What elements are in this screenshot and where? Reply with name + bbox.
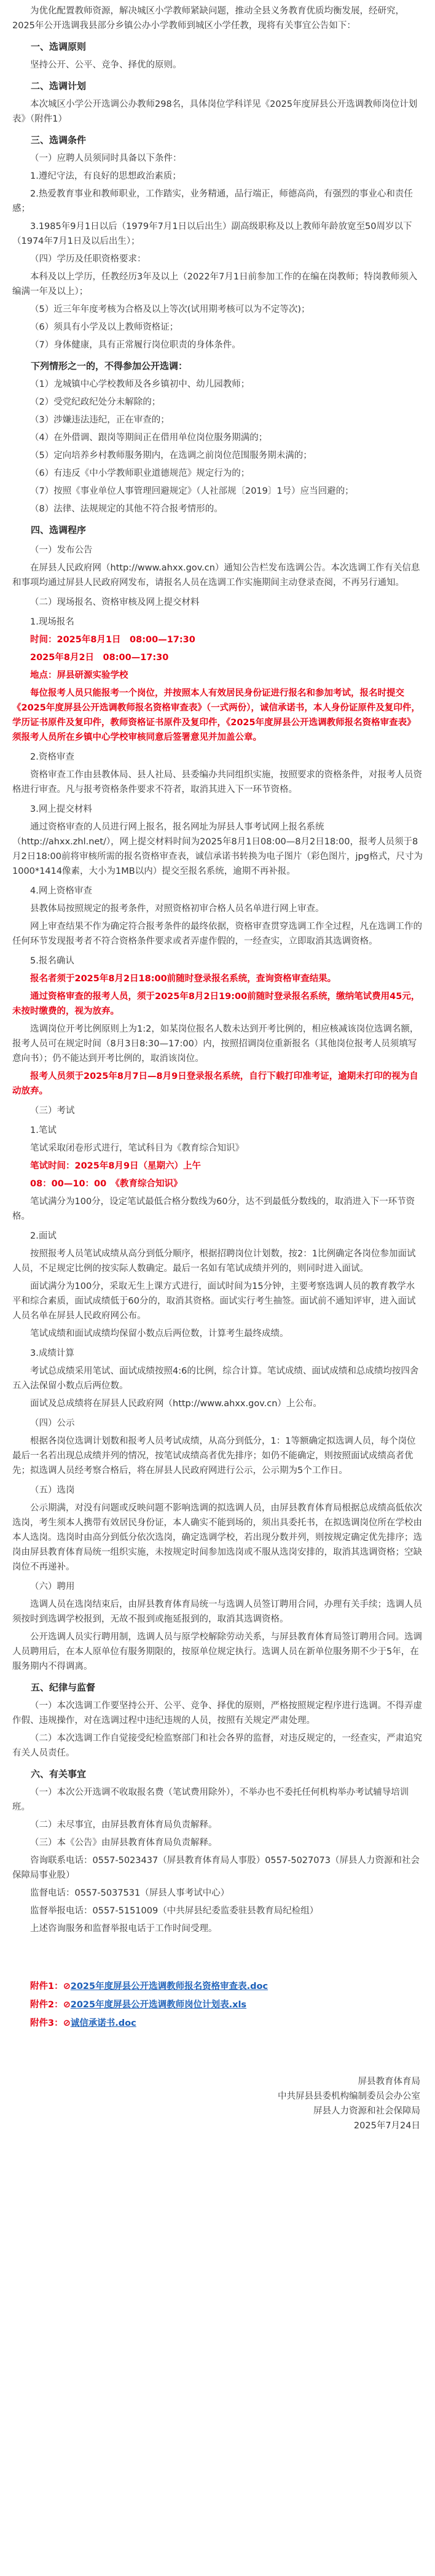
conditions-intro: （一）应聘人员须同时具备以下条件： xyxy=(30,154,182,163)
exclusion-item: （7）按照《事业单位人事管理回避规定》（人社部规〔2019〕1号）应当回避的； xyxy=(30,486,354,496)
supervision-phone: 监督电话：0557-5037531（屏县人事考试中心） xyxy=(30,1888,230,1898)
confirm-warning-1: 报名者须于2025年8月2日18:00前随时登录报名系统，查询资格审查结果。 xyxy=(30,974,337,984)
confirm-warning-2: 通过资格审查的报考人员，须于2025年8月2日19:00前随时登录报名系统，缴纳笔试费用45元，未按时缴费的，视为放弃。 xyxy=(12,992,420,1016)
publicity-text: 根据各岗位选调计划数和报考人员考试成绩，从高分到低分，1：1等额确定拟选调人员，每个岗位最后一名若出现总成绩并列的情况，按笔试成绩高者优先排序；如仍不能确定，则按照面试成绩高者优先；拟选调人员经考察合格后，将在屏县人民政府网进行公示，公示期为5个工作日。 xyxy=(12,1436,416,1476)
signature-org-committee: 中共屏县县委机构编制委员会办公室 xyxy=(278,2092,420,2101)
discipline-item: （一）本次选调工作要坚持公开、公平、竞争、择优的原则，严格按照规定程序进行选调。不得弄虚作假、违规操作，对在选调过程中违纪违规的人员，按照有关规定严肃处理。 xyxy=(12,1701,422,1726)
employment-text: 选调人员在选岗结束后，由屏县教育体育局统一与选调人员签订聘用合同，办理有关手续；选调人员须按时到选调学校报到，无故不报到或拖延报到的，取消其选调资格。 xyxy=(12,1600,422,1624)
section-heading-discipline: 五、纪律与监督 xyxy=(31,1682,96,1693)
registration-place xyxy=(12,668,423,683)
condition-item: 2.热爱教育事业和教师职业，工作踏实，业务精通，品行端正，师德高尚，有强烈的事业心和责任感； xyxy=(12,189,413,214)
written-exam-time-label: 笔试时间： xyxy=(30,1161,75,1171)
exclusion-item: （5）定向培养乡村教师服务期内，在选调之前岗位范围服务期未满的； xyxy=(30,451,312,461)
discipline-item: （二）本次选调工作自觉接受纪检监察部门和社会各界的监督，对违反规定的，一经查实，严肃追究有关人员责任。 xyxy=(12,1734,422,1758)
intro-paragraph: 为优化配置教师资源，解决城区小学教师紧缺问题，推动全县义务教育优质均衡发展，经研究，2025年公开选调我县部分乡镇公办小学教师到城区小学任教，现将有关事宜公告如下： xyxy=(12,6,404,31)
signature-date: 2025年7月24日 xyxy=(353,2121,420,2131)
condition-item: 1.遵纪守法，有良好的思想政治素质； xyxy=(30,171,181,181)
score-calc-text-2: 面试及总成绩将在屏县人民政府网（http://www.ahxx.gov.cn）上公布。 xyxy=(30,1399,322,1409)
written-exam-score-text: 笔试满分为100分，设定笔试最低合格分数线为60分，达不到最低分数线的，取消进入下一环节资格。 xyxy=(12,1197,415,1221)
registration-place-value: 屏县研源实验学校 xyxy=(57,671,128,680)
condition-item: （四）学历及任职资格要求： xyxy=(30,254,146,264)
attachment-2-link[interactable]: 2025年度屏县公开选调教师岗位计划表.xls xyxy=(70,2000,247,2010)
score-calc-text: 考试总成绩采用笔试、面试成绩按照4:6的比例，综合计算。笔试成绩、面试成绩和总成绩均按四舍五入法保留小数点后两位数。 xyxy=(12,1366,419,1391)
online-review-text: 县教体局按照规定的报考条件，对照资格初审合格人员名单进行网上审查。 xyxy=(30,904,324,914)
online-review-text-2: 网上审查结果不作为确定符合报考条件的最终依据，资格审查贯穿选调工作全过程，凡在选调工作的任何环节发现报考者不符合资格条件要求或者弄虚作假的，一经查实，立即取消其选调资格。 xyxy=(12,922,422,946)
attachment-3-link[interactable]: 诚信承诺书.doc xyxy=(70,2018,136,2028)
procedure-announce-text: 在屏县人民政府网（http://www.ahxx.gov.cn）通知公告栏发布选调公告。本次选调工作有关信息和事项均通过屏县人民政府网发布，请报名人员在选调工作实施期间主动登录查阅，不再另行通知。 xyxy=(12,563,420,588)
section-heading-matters: 六、有关事宜 xyxy=(31,1769,87,1780)
written-exam-time xyxy=(12,1159,423,1173)
attachment-3-label: 附件3： xyxy=(30,2018,63,2028)
registration-warning: 每位报考人员只能报考一个岗位，并按照本人有效居民身份证进行报名和参加考试，报名时提交《2025年度屏县公开选调教师报名资格审查表》（一式两份），诚信承诺书，本人身份证原件及复印件，学历证书原件及复印件，教师资格证书原件及复印件，《2025年度屏县公开选调教师报名资格审查表》须报考人员所在乡镇中心学校审核同意后签署意见并加盖公章。 xyxy=(12,688,420,742)
post-selection-text: 公示期满，对没有问题或反映问题不影响选调的拟选调人员，由屏县教育体育局根据总成绩高低依次选岗，考生须本人携带有效居民身份证，本人确实不能到场的，须出具委托书，在拟选调岗位所在学校由本人选岗。选岗时由高分到低分依次选岗，确定选调学校，若出现分数并列，则按规定确定优先排序；选岗由屏县教育体育局统一组织实施，未按规定时间参加选岗或不服从选岗安排的，取消其选调资格；空缺岗位不再递补。 xyxy=(12,1503,422,1572)
online-submit-title: 3.网上提交材料 xyxy=(30,804,92,814)
exclusion-item: （1）龙城镇中心学校教师及各乡镇初中、幼儿园教师； xyxy=(30,379,250,389)
onsite-registration-title: 1.现场报名 xyxy=(30,617,74,627)
matters-item: （一）本次公开选调不收取报名费（笔试费用除外），不举办也不委托任何机构举办考试辅导培训班。 xyxy=(12,1788,409,1812)
registration-time-value: 2025年8月1日 08:00—17:30 xyxy=(57,635,195,645)
interview-title: 2.面试 xyxy=(30,1231,57,1241)
paperclip-icon: ⊘ xyxy=(63,2000,71,2010)
condition-item: （7）身体健康，具有正常履行岗位职责的身体条件。 xyxy=(30,340,241,350)
confirm-ratio-text: 选调岗位开考比例原则上为1:2，如某岗位报名人数未达到开考比例的，相应核减该岗位选调名额，报考人员可在规定时间（8月3日8:30—17:00）内，按照招调岗位重新报名（其他岗位报考人员须填写意向书）；仍不能达到开考比例的，取消该岗位。 xyxy=(12,1024,419,1064)
admission-ticket-warning: 报考人员须于2025年8月7日—8月9日登录报名系统，自行下载打印准考证，逾期未打印的视为自动放弃。 xyxy=(12,1072,418,1096)
condition-item: 3.1985年9月1日以后（1979年7月1日以后出生）副高级职称及以上教师年龄放宽至50周岁以下（1974年7月1日及以后出生）； xyxy=(12,222,412,246)
exclusion-item: （2）受党纪政纪处分未解除的； xyxy=(30,397,161,407)
qualification-review-title: 2.资格审查 xyxy=(30,752,74,762)
written-exam-time-2: 08：00—10：00 《教育综合知识》 xyxy=(30,1179,182,1189)
interview-text: 按照报考人员笔试成绩从高分到低分顺序，根据招聘岗位计划数，按2：1比例确定各岗位参加面试人员，不足规定比例的按实际人数确定。最后一名如有笔试成绩并列的，则同时进入面试。 xyxy=(12,1249,416,1274)
interview-text-3: 笔试成绩和面试成绩均保留小数点后两位数，计算考生最终成绩。 xyxy=(30,1329,289,1339)
paperclip-icon: ⊘ xyxy=(63,1982,71,1991)
condition-item: （5）近三年年度考核为合格及以上等次(试用期考核可以为不定等次)； xyxy=(30,305,310,314)
principle-text: 坚持公开、公平、竞争、择优的原则。 xyxy=(30,60,182,70)
attachments-spacer xyxy=(12,1939,423,1976)
attachment-2 xyxy=(12,1997,423,2013)
condition-item: （6）须具有小学及以上教师资格证； xyxy=(30,322,179,332)
section-heading-procedure: 四、选调程序 xyxy=(31,524,87,535)
signature-block xyxy=(12,2074,423,2133)
attachment-3 xyxy=(12,2015,423,2031)
registration-confirm-title: 5.报名确认 xyxy=(30,956,74,966)
phone-hours-note: 上述咨询服务和监督举报电话于工作时间受理。 xyxy=(30,1924,218,1934)
registration-time xyxy=(12,632,423,647)
procedure-registration-title: （二）现场报名、资格审核及网上提交材料 xyxy=(30,597,200,607)
section-heading-principle: 一、选调原则 xyxy=(31,41,87,52)
interview-text-2: 面试满分为100分，采取无生上课方式进行，面试时间为15分钟，主要考察选调人员的教育教学水平和综合素质，面试成绩低于60分的，取消其资格。面试实行考生抽签。面试前不通知评审，进入面试人员名单在屏县人民政府网公布。 xyxy=(12,1282,416,1321)
plan-text: 本次城区小学公开选调公办教师298名，具体岗位学科详见《2025年度屏县公开选调教师岗位计划表》（附件1） xyxy=(12,99,418,124)
signature-org-education: 屏县教育体育局 xyxy=(358,2077,420,2087)
online-submit-text: 通过资格审查的人员进行网上报名，报名网址为屏县人事考试网上报名系统（http://ahxx.zhl.net/），网上提交材料时间为2025年8月1日08:00—8月2日18:00，报考人员须于8月2日18:00前将审核所需的报名资格审查表，诚信承诺书转换为电子图片（彩色图片，jpg格式，尺寸为1000*1414像素，大小为1MB以内）提交至报名系统，逾期不再补报。 xyxy=(12,822,423,876)
exam-title: （三）考试 xyxy=(30,1106,75,1116)
written-exam-time-value: 2025年8月9日（星期六）上午 xyxy=(74,1161,202,1171)
matters-item: （三）本《公告》由屏县教育体育局负责解释。 xyxy=(30,1838,218,1848)
registration-time-2: 2025年8月2日 08:00—17:30 xyxy=(30,653,169,663)
qualification-review-text: 资格审查工作由县教体局、县人社局、县委编办共同组织实施，按照要求的资格条件，对报考人员资格进行审查。凡与报考资格条件要求不符者，取消其进入下一环节资格。 xyxy=(12,770,422,795)
registration-time-label: 时间： xyxy=(30,635,57,645)
matters-item: （二）未尽事宜，由屏县教育体育局负责解释。 xyxy=(30,1820,218,1830)
publicity-title: （四）公示 xyxy=(30,1418,75,1428)
section-heading-exclusions: 下列情形之一的，不得参加公开选调： xyxy=(31,360,188,372)
registration-place-label: 地点： xyxy=(30,671,57,680)
written-exam-text: 笔试采取闭卷形式进行，笔试科目为《教育综合知识》 xyxy=(30,1143,244,1153)
signature-org-hr: 屏县人力资源和社会保障局 xyxy=(313,2106,420,2116)
exclusion-item: （3）涉嫌违法违纪，正在审查的； xyxy=(30,415,170,425)
paperclip-icon: ⊘ xyxy=(63,2018,71,2028)
report-phone: 监督举报电话：0557-5151009（中共屏县纪委监委驻县教育局纪检组） xyxy=(30,1906,319,1916)
procedure-announce-title: （一）发布公告 xyxy=(30,545,93,555)
online-review-title: 4.网上资格审查 xyxy=(30,886,92,896)
attachment-1 xyxy=(12,1979,423,1994)
score-calc-title: 3.成绩计算 xyxy=(30,1348,74,1358)
attachment-2-label: 附件2： xyxy=(30,2000,63,2010)
employment-title: （六）聘用 xyxy=(30,1582,75,1592)
section-heading-plan: 二、选调计划 xyxy=(31,80,87,91)
section-heading-conditions: 三、选调条件 xyxy=(31,134,87,146)
exclusion-item: （6）有违反《中小学教师职业道德规范》规定行为的； xyxy=(30,469,250,478)
post-selection-title: （五）选岗 xyxy=(30,1485,75,1495)
exclusion-item: （8）法律、法规规定的其他不符合报考情形的。 xyxy=(30,504,223,514)
exclusion-item: （4）在外借调、跟岗等期间正在借用单位岗位服务期满的； xyxy=(30,433,268,443)
attachment-1-label: 附件1： xyxy=(30,1982,63,1991)
consult-phone: 咨询联系电话：0557-5023437（屏县教育体育局人事股）0557-5027073（屏县人力资源和社会保障局事业股） xyxy=(12,1856,420,1880)
written-exam-title: 1.笔试 xyxy=(30,1126,57,1135)
attachment-1-link[interactable]: 2025年度屏县公开选调教师报名资格审查表.doc xyxy=(70,1982,268,1991)
condition-item: 本科及以上学历，任教经历3年及以上（2022年7月1日前参加工作的在编在岗教师；特岗教师须入编满一年及以上）； xyxy=(12,272,418,297)
employment-text-2: 公开选调人员实行聘用制，选调人员与原学校解除劳动关系，与屏县教育体育局签订聘用合同。选调人员聘用后，在本人原单位有服务期限的，按原单位规定执行。选调人员在新单位服务期不少于5年，在服务期内不得调离。 xyxy=(12,1632,422,1671)
